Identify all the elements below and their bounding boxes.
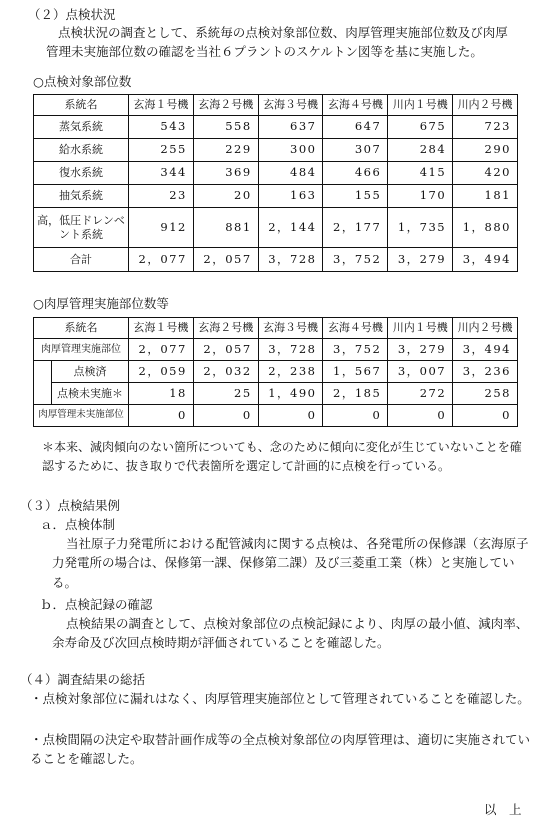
cell: 0: [193, 405, 258, 427]
summary-item: ・点検対象部位に漏れはなく、肉厚管理実施部位として管理されていることを確認した。: [30, 691, 530, 706]
cell: 3，728: [258, 248, 323, 272]
section-3b-body: 点検結果の調査として、点検対象部位の点検記録により、肉厚の最小値、減肉率、余寿命及び次回点検時期が評価されていることを確認した。: [52, 616, 529, 651]
section-2-heading: （２）点検状況: [28, 7, 116, 22]
table-row: [34, 162, 518, 185]
col-header: 川内１号機: [388, 318, 453, 339]
cell: 3，752: [323, 248, 388, 272]
table-row: [34, 405, 518, 427]
cell: 2，238: [258, 361, 323, 383]
cell: 723: [453, 116, 518, 139]
col-header: 玄海２号機: [193, 318, 258, 339]
cell: 912: [129, 208, 194, 248]
cell: 2，077: [129, 339, 194, 361]
summary-item: ・点検間隔の決定や取替計画作成等の全点検対象部位の肉厚管理は、適切に実施されていることを確認した。: [30, 732, 531, 767]
closing-mark: 以 上: [484, 802, 522, 817]
cell: 637: [258, 116, 323, 139]
cell: 23: [129, 185, 194, 208]
table-row: [34, 383, 518, 405]
cell: 181: [453, 185, 518, 208]
cell: 284: [388, 139, 453, 162]
section-3a-body: 当社原子力発電所における配管減肉に関する点検は、各発電所の保修課（玄海原子力発電所の場合は、保修第一課、保修第二課）及び三菱重工業（株）と実施している。: [52, 536, 529, 590]
cell: 18: [129, 383, 194, 405]
cell: 0: [258, 405, 323, 427]
section-2-body: 点検状況の調査として、系統毎の点検対象部位数、肉厚管理実施部位数及び肉厚管理未実施部位数の確認を当社６プラントのスケルトン図等を基に実施した。: [46, 25, 508, 60]
cell: 2，057: [193, 339, 258, 361]
cell: 2，077: [129, 248, 194, 272]
cell: 163: [258, 185, 323, 208]
cell: 3，279: [388, 339, 453, 361]
inspection-target-table: [33, 94, 518, 272]
col-header: 川内２号機: [453, 318, 518, 339]
cell: 2，144: [258, 208, 323, 248]
cell: 290: [453, 139, 518, 162]
cell: 1，490: [258, 383, 323, 405]
cell: 881: [193, 208, 258, 248]
col-header: 玄海２号機: [193, 95, 258, 116]
row-label: 抽気系統: [34, 185, 129, 208]
table-row: [34, 339, 518, 361]
cell: 25: [193, 383, 258, 405]
cell: 0: [129, 405, 194, 427]
cell: 0: [323, 405, 388, 427]
cell: 1，567: [323, 361, 388, 383]
row-label: 肉厚管理未実施部位: [34, 405, 129, 427]
col-header: 系統名: [34, 95, 129, 116]
cell: 170: [388, 185, 453, 208]
table-row: [34, 185, 518, 208]
row-label: 合計: [34, 248, 129, 272]
cell: 229: [193, 139, 258, 162]
cell: 675: [388, 116, 453, 139]
col-header: 玄海３号機: [258, 318, 323, 339]
cell: 307: [323, 139, 388, 162]
cell: 2，032: [193, 361, 258, 383]
cell: 3，236: [453, 361, 518, 383]
cell: 155: [323, 185, 388, 208]
section-3a-heading: ａ．点検体制: [40, 517, 116, 532]
cell: 543: [129, 116, 194, 139]
cell: 272: [388, 383, 453, 405]
thickness-management-table: [33, 317, 518, 427]
cell: 647: [323, 116, 388, 139]
indent-cell: [34, 361, 52, 405]
table-row: [34, 139, 518, 162]
col-header: 玄海４号機: [323, 318, 388, 339]
col-header: 玄海１号機: [129, 318, 194, 339]
table-row: [34, 361, 518, 383]
table-header-row: [34, 95, 518, 116]
section-3-heading: （３）点検結果例: [20, 498, 121, 513]
cell: 2，057: [193, 248, 258, 272]
table1-title: ○点検対象部位数: [33, 74, 132, 89]
cell: 415: [388, 162, 453, 185]
cell: 344: [129, 162, 194, 185]
section-3b-heading: ｂ．点検記録の確認: [40, 597, 153, 612]
cell: 0: [388, 405, 453, 427]
table-row: [34, 116, 518, 139]
table2-title: ○肉厚管理実施部位数等: [33, 296, 169, 311]
cell: 558: [193, 116, 258, 139]
row-label: 高，低圧ドレンベント系統: [34, 208, 129, 248]
cell: 258: [453, 383, 518, 405]
cell: 2，059: [129, 361, 194, 383]
cell: 3，728: [258, 339, 323, 361]
cell: 300: [258, 139, 323, 162]
row-label: 復水系統: [34, 162, 129, 185]
table2-footnote: ＊本来、減肉傾向のない箇所についても、念のために傾向に変化が生じていないことを確認するために、抜き取りで代表箇所を選定して計画的に点検を行っている。: [42, 440, 522, 473]
col-header: 玄海４号機: [323, 95, 388, 116]
row-label: 肉厚管理実施部位: [34, 339, 129, 361]
cell: 466: [323, 162, 388, 185]
cell: 484: [258, 162, 323, 185]
cell: 369: [193, 162, 258, 185]
cell: 2，177: [323, 208, 388, 248]
col-header: 玄海１号機: [129, 95, 194, 116]
cell: 3，007: [388, 361, 453, 383]
table-header-row: [34, 318, 518, 339]
row-label: 蒸気系統: [34, 116, 129, 139]
cell: 420: [453, 162, 518, 185]
table-total-row: [34, 248, 518, 272]
cell: 1，735: [388, 208, 453, 248]
cell: 255: [129, 139, 194, 162]
col-header: 系統名: [34, 318, 129, 339]
col-header: 川内２号機: [453, 95, 518, 116]
cell: 3，279: [388, 248, 453, 272]
cell: 3，494: [453, 248, 518, 272]
cell: 0: [453, 405, 518, 427]
col-header: 川内１号機: [388, 95, 453, 116]
row-label: 給水系統: [34, 139, 129, 162]
table-row: [34, 208, 518, 248]
row-label: 点検済: [52, 361, 129, 383]
cell: 1，880: [453, 208, 518, 248]
cell: 2，185: [323, 383, 388, 405]
row-label: 点検未実施＊: [52, 383, 129, 405]
cell: 3，752: [323, 339, 388, 361]
cell: 3，494: [453, 339, 518, 361]
cell: 20: [193, 185, 258, 208]
col-header: 玄海３号機: [258, 95, 323, 116]
section-4-heading: （４）調査結果の総括: [20, 672, 146, 687]
